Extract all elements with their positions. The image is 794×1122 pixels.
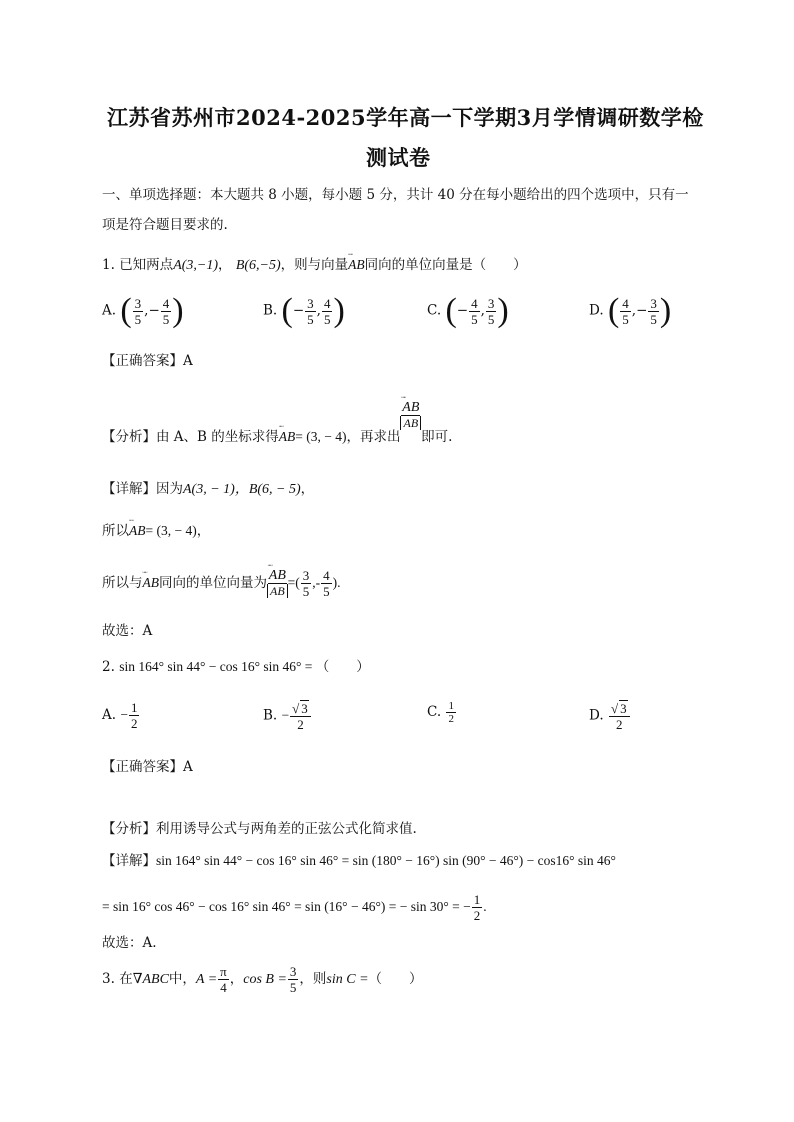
question-number: 3.: [102, 971, 115, 987]
vector-ab: ᵕᵕᵕ AB: [129, 522, 146, 540]
detail-text: 所以: [102, 523, 129, 539]
vector-ab: ᵕᵕᵕ AB: [348, 256, 365, 274]
fraction: $\frac{3}{5}$: [650, 295, 657, 327]
stem-text: 在: [119, 971, 133, 987]
section-heading-line2: 项是符合题目要求的.: [102, 217, 228, 233]
fraction: $\frac{3}{5}$: [289, 964, 297, 995]
sign: −: [636, 302, 648, 319]
fraction: $\frac{4}{5}$: [162, 295, 170, 327]
q2-option-b: [263, 700, 312, 732]
question-3-stem: [102, 964, 423, 995]
fraction: $\frac{1}{2}$: [448, 700, 454, 725]
option-d: D. ( $\frac{4}{5}$ ,− $\frac{3}{5}$ ): [589, 292, 672, 329]
question-2-stem: [102, 658, 370, 676]
fraction: $\frac{1}{2}$: [473, 892, 481, 923]
question-number: 2.: [102, 659, 115, 675]
stem-text: 同向的单位向量是（ ）: [364, 257, 527, 273]
analysis-text: 【分析】由 A、B 的坐标求得: [102, 429, 279, 445]
angle-a: A =: [195, 972, 218, 987]
punctuation: .: [483, 899, 487, 914]
sign: −: [456, 302, 469, 319]
fraction: $\frac{\pi}{4}$: [220, 964, 227, 995]
sign: −: [292, 302, 305, 319]
question-number: 1.: [102, 257, 115, 273]
fraction: $\frac{√ 3}{2}$: [290, 700, 311, 732]
option-a: A. ( $\frac{3}{5}$ ,− $\frac{4}{5}$ ): [102, 292, 184, 329]
option-label: A.: [102, 707, 117, 723]
option-label: B.: [263, 302, 278, 319]
section-heading-line1: 一、单项选择题：本大题共 8 小题，每小题 5 分，共计 40 分在每小题给出的四个选项中，只有一: [102, 187, 689, 203]
fraction: $\frac{1}{2}$: [130, 700, 138, 731]
punctuation: ，: [300, 481, 315, 497]
option-c: C. (− $\frac{4}{5}$ , $\frac{3}{5}$ ): [427, 292, 509, 329]
q1-so-line1: [102, 522, 210, 540]
vector-ab: ᵕᵕᵕ AB: [279, 428, 296, 446]
q2-choose: 故选：A.: [102, 935, 157, 951]
fraction: $\frac{√ 3}{2}$: [609, 700, 630, 732]
q2-option-a: [102, 700, 140, 731]
q2-detail-line1: [102, 852, 616, 870]
stem-expression: sin 164° sin 44° − cos 16° sin 46° = （ ）: [119, 659, 370, 674]
detail-text: 同向的单位向量为: [159, 575, 267, 591]
unit-vector-fraction: ᵕᵕᵕ $\frac{AB}{AB}$: [267, 569, 288, 598]
unit-vector-fraction: ᵕᵕᵕ $\frac{AB}{AB}$: [400, 401, 421, 430]
detail-text: 所以与: [102, 575, 143, 591]
q2-analysis: 【分析】利用诱导公式与两角差的正弦公式化简求值.: [102, 821, 417, 837]
punctuation: ，: [196, 523, 211, 539]
option-label: B.: [263, 707, 278, 724]
stem-text: （ ）: [368, 971, 423, 987]
q1-detail: [102, 480, 314, 499]
q1-choose: 故选：A: [102, 623, 153, 639]
fraction: $\frac{3}{5}$: [487, 295, 495, 327]
points: A(3, − 1)，B(6, − 5): [183, 482, 301, 497]
triangle: ∇ABC: [132, 972, 169, 987]
equals: =(: [287, 575, 300, 590]
fraction: $\frac{3}{5}$: [302, 568, 310, 599]
q1-analysis: [102, 400, 453, 446]
point-a: A(3,−1): [173, 258, 219, 273]
document-title-line2: 测试卷: [366, 145, 431, 170]
q2-option-c: [427, 700, 457, 725]
vector-ab: ᵕᵕᵕ AB: [143, 574, 160, 592]
option-label: D.: [589, 707, 604, 724]
document-title-line1: 江苏省苏州市2024-2025学年高一下学期3月学情调研数学检: [107, 105, 704, 130]
q2-option-d: [589, 700, 631, 732]
detail-text: 【详解】因为: [102, 481, 183, 497]
stem-text: ，: [229, 971, 244, 987]
cos-b: cos B =: [243, 972, 287, 987]
fraction: $\frac{4}{5}$: [622, 295, 629, 327]
detail-label: 【详解】: [102, 853, 156, 869]
stem-text: 中，: [168, 971, 196, 987]
fraction: $\frac{4}{5}$: [323, 568, 330, 599]
option-label: C.: [427, 704, 442, 720]
fraction: $\frac{3}{5}$: [307, 295, 314, 327]
detail-expression: = sin 16° cos 46° − cos 16° sin 46° = sin (16° − 46°) = − sin 30° = −: [102, 899, 471, 914]
detail-expression: sin 164° sin 44° − cos 16° sin 46° = sin (180° − 16°) sin (90° − 46°) − cos16° sin 46°: [156, 853, 616, 868]
sign: −: [148, 302, 160, 319]
fraction: $\frac{4}{5}$: [323, 295, 331, 327]
q2-detail-line2: [102, 892, 487, 923]
q1-answer: 【正确答案】A: [102, 353, 193, 369]
fraction: $\frac{4}{5}$: [471, 295, 478, 327]
vector-value: = (3, − 4): [145, 523, 197, 538]
punctuation: ).: [332, 575, 341, 590]
q2-answer: 【正确答案】A: [102, 759, 193, 775]
option-b: B. (− $\frac{3}{5}$ , $\frac{4}{5}$ ): [263, 292, 345, 329]
option-label: C.: [427, 302, 442, 319]
q1-so-line2: [102, 568, 341, 599]
stem-text: 已知两点: [119, 257, 174, 273]
comma: ，: [218, 257, 232, 273]
option-label: D.: [589, 302, 604, 319]
sign: −: [120, 707, 128, 722]
option-label: A.: [102, 302, 117, 319]
sign: −: [281, 707, 290, 723]
stem-text: ，则: [299, 971, 327, 987]
sin-c: sin C =: [326, 972, 369, 987]
stem-text: ，则与向量: [280, 257, 349, 273]
analysis-text: ，再求出: [346, 429, 401, 445]
point-b: B(6,−5): [235, 258, 281, 273]
vector-value: = (3, − 4): [295, 429, 347, 444]
question-1-stem: [102, 256, 527, 275]
fraction: $\frac{3}{5}$: [134, 295, 142, 327]
separator: ,-: [312, 575, 321, 590]
analysis-text: 即可.: [421, 429, 453, 445]
